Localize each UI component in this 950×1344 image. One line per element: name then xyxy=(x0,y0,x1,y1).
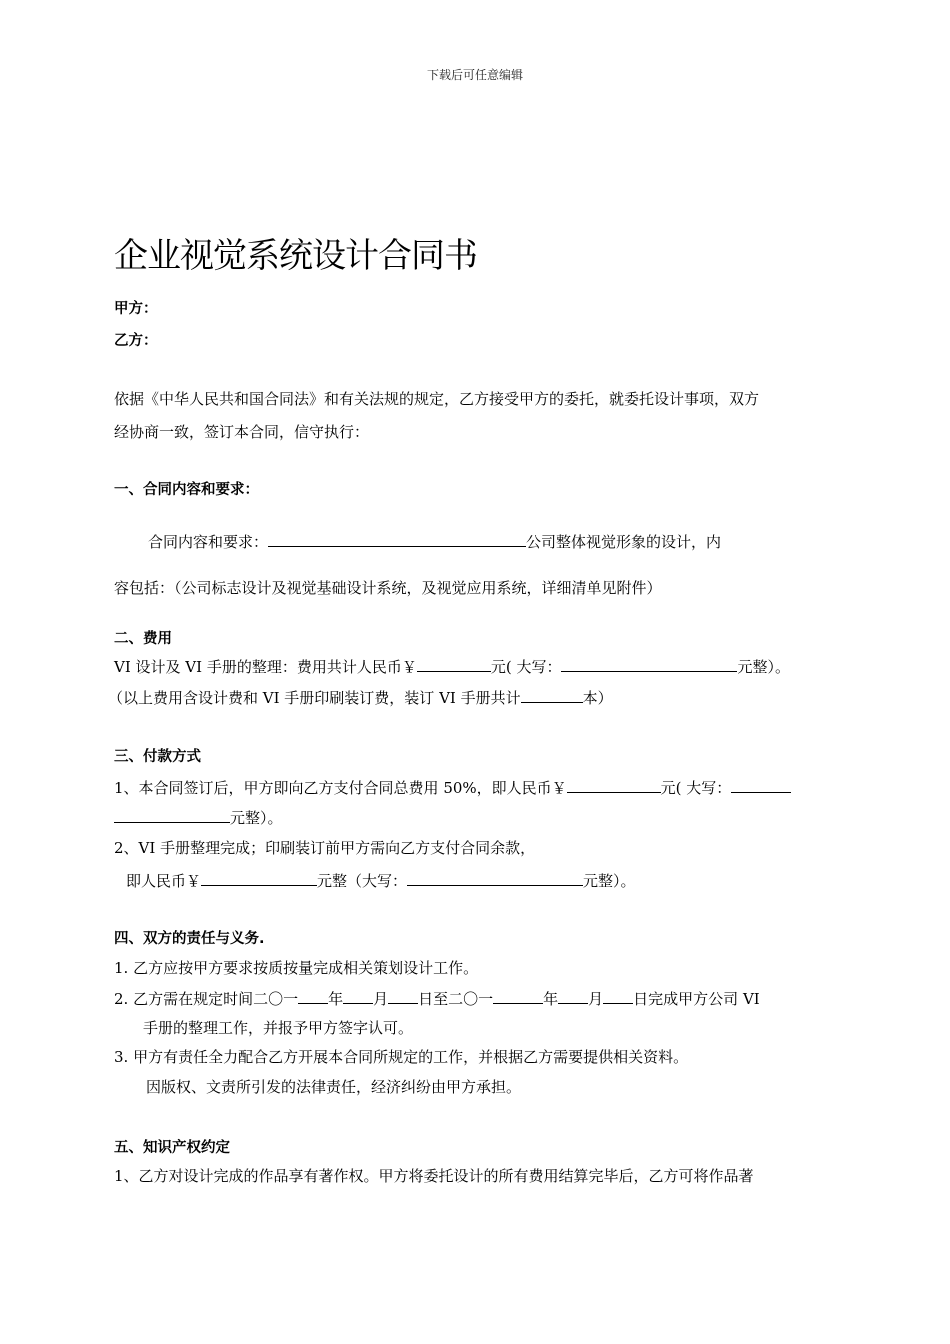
fee-note-suffix: 本） xyxy=(582,689,613,707)
section-3-line-2 xyxy=(114,806,283,829)
year-label: 年 xyxy=(328,990,344,1008)
date-start-prefix: 2. 乙方需在规定时间二〇一 xyxy=(114,990,299,1008)
date-end-prefix: 日至二〇一 xyxy=(418,990,494,1008)
s1-text: 公司整体视觉形象的设计，内 xyxy=(526,533,722,551)
payment-1-caps-label: 元( 大写： xyxy=(660,779,732,797)
section-4-item-1: 1. 乙方应按甲方要求按质按量完成相关策划设计工作。 xyxy=(114,959,479,977)
section-5-line-1: 1、乙方对设计完成的作品享有著作权。甲方将委托设计的所有费用结算完毕后，乙方可将作品著 xyxy=(114,1167,754,1185)
end-month-label: 月 xyxy=(588,990,604,1008)
section-2-heading: 二、费用 xyxy=(114,631,172,647)
section-2-line-1 xyxy=(114,655,790,678)
payment-2-amount-blank xyxy=(201,869,317,886)
fee-amount-blank xyxy=(417,655,491,672)
section-3-line-3: 2、VI 手册整理完成；印刷装订前甲方需向乙方支付合同余款， xyxy=(114,839,536,857)
company-name-blank xyxy=(268,530,526,547)
section-4-item-2 xyxy=(114,987,760,1010)
fee-label: VI 设计及 VI 手册的整理：费用共计人民币￥ xyxy=(114,658,417,676)
section-1-line-2: 容包括：（公司标志设计及视觉基础设计系统，及视觉应用系统，详细清单见附件） xyxy=(114,579,662,597)
section-4-heading: 四、双方的责任与义务. xyxy=(114,931,265,947)
end-day-blank xyxy=(603,987,633,1004)
payment-2-suffix: 元整）。 xyxy=(583,872,636,890)
document-title: 企业视觉系统设计合同书 xyxy=(114,236,477,276)
payment-1-caps-blank-cont xyxy=(114,806,230,823)
section-1-heading: 一、合同内容和要求： xyxy=(114,482,259,498)
end-month-blank xyxy=(558,987,588,1004)
section-4-item-3-cont: 因版权、文责所引发的法律责任，经济纠纷由甲方承担。 xyxy=(146,1078,522,1096)
fee-caps-label: 元( 大写： xyxy=(490,658,562,676)
start-month-blank xyxy=(343,987,373,1004)
start-day-blank xyxy=(388,987,418,1004)
manual-count-blank xyxy=(521,686,583,703)
fee-suffix: 元整）。 xyxy=(737,658,790,676)
section-1-line-1 xyxy=(148,530,721,553)
section-3-heading: 三、付款方式 xyxy=(114,749,201,765)
fee-caps-blank xyxy=(561,655,737,672)
section-4-item-2-cont: 手册的整理工作，并报予甲方签字认可。 xyxy=(143,1019,414,1037)
end-year-blank xyxy=(493,987,543,1004)
month-label: 月 xyxy=(373,990,389,1008)
payment-2-caps-blank xyxy=(407,869,583,886)
payment-2-label: 即人民币￥ xyxy=(126,872,202,890)
intro-line-1: 依据《中华人民共和国合同法》和有关法规的规定，乙方接受甲方的委托，就委托设计事项，双方 xyxy=(114,390,760,408)
page-header: 下载后可任意编辑 xyxy=(426,68,523,82)
section-2-line-2 xyxy=(108,686,613,709)
payment-1-caps-blank xyxy=(731,776,791,793)
date-end-suffix: 日完成甲方公司 VI xyxy=(633,990,760,1008)
end-year-label: 年 xyxy=(543,990,559,1008)
payment-1-suffix: 元整）。 xyxy=(230,809,283,827)
fee-note: （以上费用含设计费和 VI 手册印刷装订费，装订 VI 手册共计 xyxy=(108,689,521,707)
intro-line-2: 经协商一致，签订本合同，信守执行： xyxy=(114,423,370,441)
s1-label: 合同内容和要求： xyxy=(148,533,269,551)
start-year-blank xyxy=(298,987,328,1004)
section-3-line-4 xyxy=(126,869,636,892)
party-b-label: 乙方： xyxy=(114,333,158,349)
section-3-line-1 xyxy=(114,776,791,799)
section-4-item-3: 3. 甲方有责任全力配合乙方开展本合同所规定的工作，并根据乙方需要提供相关资料。 xyxy=(114,1048,689,1066)
party-a-label: 甲方： xyxy=(114,301,158,317)
payment-1-amount-blank xyxy=(567,776,661,793)
payment-2-caps-label: 元整（大写： xyxy=(317,872,408,890)
section-5-heading: 五、知识产权约定 xyxy=(114,1140,230,1156)
payment-1-label: 1、本合同签订后，甲方即向乙方支付合同总费用 50%，即人民币￥ xyxy=(114,779,567,797)
